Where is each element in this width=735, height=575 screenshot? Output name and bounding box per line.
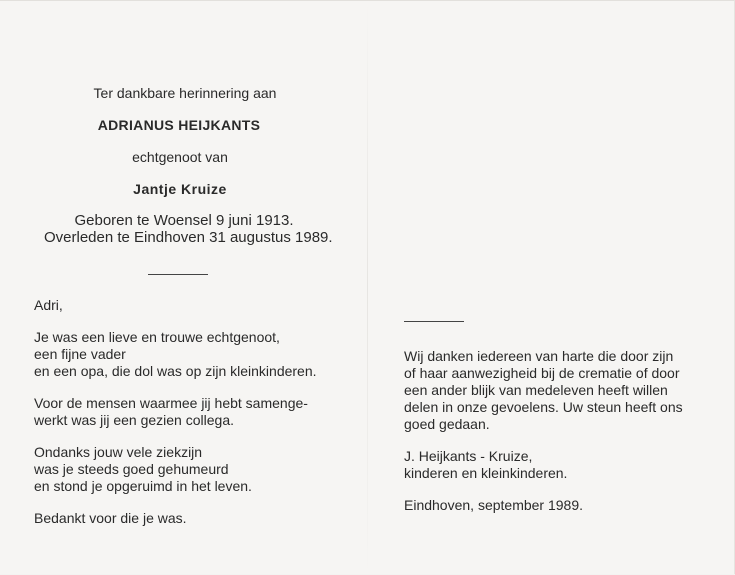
verse-1: [34, 329, 354, 380]
signature-block: [404, 448, 724, 482]
thanks-line: Wij danken iedereen van harte die door zijn: [404, 348, 674, 364]
card-fold: [367, 1, 368, 575]
verse-1-line: een fijne vader: [34, 346, 126, 362]
died-line: Overleden te Eindhoven 31 augustus 1989.: [44, 229, 333, 246]
verse-3-line: was je steeds goed gehumeurd: [34, 461, 229, 477]
deceased-name: ADRIANUS HEIJKANTS: [97, 117, 261, 133]
divider-rule-right: [404, 321, 464, 322]
spouse-name: Jantje Kruize: [133, 181, 227, 197]
thanks-line: of haar aanwezigheid bij de crematie of door: [404, 365, 680, 381]
verse-3: [34, 444, 354, 495]
divider-rule-left: [148, 274, 208, 275]
verse-2-line: werkt was jij een gezien collega.: [34, 412, 234, 428]
signature-line: kinderen en kleinkinderen.: [404, 465, 568, 481]
left-panel: [34, 85, 354, 527]
verse-3-line: en stond je opgeruimd in het leven.: [34, 478, 252, 494]
verse-1-line: en een opa, die dol was op zijn kleinkinderen.: [34, 363, 317, 379]
verse-2-line: Voor de mensen waarmee jij hebt samenge-: [34, 395, 308, 411]
thanks-line: een ander blijk van medeleven heeft willen: [404, 382, 668, 398]
born-line: Geboren te Woensel 9 juni 1913.: [74, 212, 294, 229]
salutation: Adri,: [34, 297, 63, 313]
verse-3-line: Ondanks jouw vele ziekzijn: [34, 444, 203, 460]
signature-line: J. Heijkants - Kruize,: [404, 448, 533, 464]
thanks-line: delen in onze gevoelens. Uw steun heeft ons: [404, 399, 683, 415]
intro-line: Ter dankbare herinnering aan: [93, 85, 277, 101]
thanks-block: [404, 348, 724, 433]
verse-2: [34, 395, 354, 429]
thanks-line: goed gedaan.: [404, 416, 490, 432]
right-panel: [404, 321, 724, 514]
header-block: [34, 85, 333, 246]
verse-1-line: Je was een lieve en trouwe echtgenoot,: [34, 329, 280, 345]
relation-line: echtgenoot van: [132, 149, 228, 165]
closing-line: Bedankt voor die je was.: [34, 510, 187, 526]
place-date: Eindhoven, september 1989.: [404, 497, 584, 513]
